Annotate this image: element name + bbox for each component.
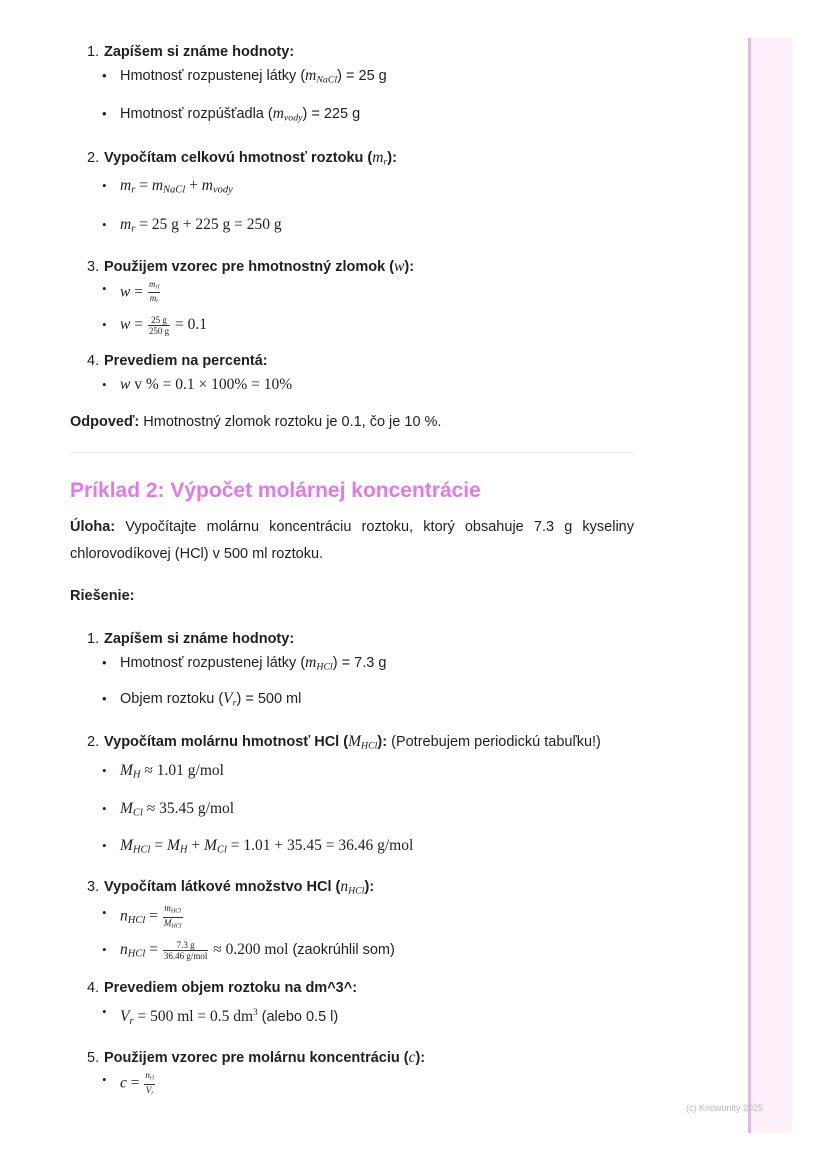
- math-var: m: [372, 148, 384, 166]
- formula-rhs: = 1.01 + 35.45 = 36.46 g/mol: [230, 837, 414, 855]
- step-title: Zapíšem si známe hodnoty:: [104, 44, 295, 60]
- math-var: n: [340, 877, 349, 895]
- list-item: • $M_{HCl} = M_H + M_{Cl} = 1.01 + 35.45 = 36.46$ g/mol: [70, 836, 634, 861]
- step-number: 4.: [87, 352, 100, 369]
- superscript: 3: [253, 1007, 258, 1018]
- list-item: • c = $\frac{n_{rl}}{V_r}$: [70, 1070, 634, 1098]
- bullet-tail: ) = 7.3 g: [332, 654, 387, 671]
- list-item: • $n_{HCl}$ = $\frac{7.3 g}{\text{36.46 g/mol}}$ ≈ 0.200 mol (zaokrúhlil som): [70, 940, 634, 965]
- formula-rhs: = 0.1: [174, 315, 207, 333]
- formula-rhs: ≈ 0.200 mol: [213, 940, 289, 958]
- fraction: $\frac{25 g}{250 g}$: [148, 314, 170, 336]
- title-text: Vypočítam molárnu hmotnosť HCl (: [104, 733, 349, 750]
- list-item: • $n_{HCl}$ = $\frac{m_{HCl}}{M_{HCl}}$: [70, 903, 634, 931]
- example2-step-5: [70, 1048, 634, 1098]
- example1-step-4: [70, 351, 634, 395]
- math-var: M: [348, 732, 361, 750]
- math-var: m: [305, 67, 317, 84]
- list-item: [70, 653, 634, 677]
- solution-label: [70, 583, 634, 610]
- step-title: Prevediem objem roztoku na dm^3^:: [104, 980, 358, 997]
- list-item: [70, 66, 634, 90]
- example2-step-4: [70, 978, 634, 1032]
- math-sub: r: [232, 697, 237, 709]
- bullet-text: Hmotnosť rozpustenej látky (: [120, 654, 306, 671]
- list-item: • w = $\frac{25 g}{250 g}$ = 0.1: [70, 315, 634, 336]
- list-item: • $m_r = 25$ g + 225 g = 250 g: [70, 215, 634, 240]
- step-number: 1.: [87, 44, 100, 60]
- section-divider: [70, 452, 634, 453]
- step-number: 5.: [87, 1050, 100, 1066]
- step-title: Zapíšem si známe hodnoty:: [104, 630, 295, 647]
- example2-heading: Príklad 2: Výpočet molárnej koncentrácie: [70, 478, 481, 502]
- fraction: $\frac{n_{rl}}{V_r}$: [145, 1070, 154, 1097]
- math-var: m: [305, 653, 317, 671]
- formula-note: (alebo 0.5 l): [257, 1009, 339, 1026]
- list-item: • w = $\frac{m_{rl}}{m_r}$: [70, 279, 634, 307]
- fraction: $\frac{7.3 g}{\text{36.46 g/mol}}$: [163, 939, 208, 961]
- math-sub: HCl: [361, 740, 378, 751]
- bullet-text: Hmotnosť rozpustenej látky (: [120, 68, 306, 84]
- example1-step-2: [70, 148, 634, 240]
- example1-step-3: [70, 257, 634, 336]
- step-title: Prevediem na percentá:: [104, 352, 268, 369]
- answer: [70, 412, 634, 432]
- list-item: [70, 104, 634, 128]
- formula-note: (zaokrúhlil som): [288, 941, 395, 958]
- task-text: Vypočítajte molárnu koncentráciu roztoku, ktorý obsahuje 7.3 g kyseliny chlorovodíkovej (HCl) v 500 ml roztoku.: [70, 518, 634, 562]
- title-text: Použijem vzorec pre hmotnostný zlomok (: [104, 258, 395, 275]
- example2-step-1: [70, 629, 634, 714]
- bullet-text: Objem roztoku (: [120, 691, 224, 708]
- math-sub: HCl: [348, 885, 365, 897]
- step-number: 3.: [87, 878, 100, 895]
- math-var: w: [394, 257, 405, 275]
- math-var: V: [223, 690, 233, 708]
- step-number: 4.: [87, 980, 100, 997]
- step-number: 2.: [87, 149, 100, 166]
- list-item: • w v % = 0.1 × 100% = 10%: [70, 375, 634, 395]
- list-item: [70, 689, 634, 713]
- document-page: [70, 38, 634, 1098]
- task-label: Úloha:: [70, 518, 116, 535]
- math-var: c: [408, 1049, 416, 1066]
- solution-label-text: Riešenie:: [70, 587, 135, 604]
- list-item: • $M_{Cl} \approx 35.45$ g/mol: [70, 799, 634, 824]
- formula-rhs: = 500 ml = 0.5 dm: [137, 1008, 254, 1026]
- title-text: ):: [415, 1050, 426, 1066]
- math-sub: r: [383, 156, 388, 168]
- math-sub: NaCl: [316, 74, 338, 86]
- bullet-tail: ) = 225 g: [302, 106, 361, 123]
- step-title: [104, 1050, 425, 1066]
- math-var: m: [272, 105, 284, 123]
- formula-rhs: = 25 g + 225 g = 250 g: [139, 215, 282, 233]
- title-text: ):: [387, 149, 397, 166]
- example2-step-3: [70, 877, 634, 964]
- copyright-footer: (c) Knowunity 2025: [686, 1103, 764, 1113]
- step-title: [104, 734, 387, 750]
- step-number: 2.: [87, 733, 100, 750]
- step-title: [104, 150, 397, 166]
- bullet-tail: ) = 25 g: [337, 68, 387, 84]
- task-paragraph: [70, 514, 634, 568]
- title-text: Vypočítam celkovú hmotnosť roztoku (: [104, 149, 373, 166]
- math-sub: vody: [283, 112, 303, 124]
- example1-step-1: [70, 42, 634, 129]
- title-text: ):: [404, 258, 415, 275]
- list-item: • $m_r = m_{NaCl} + m_{vody}$: [70, 176, 634, 201]
- list-item: • $M_H \approx 1.01$ g/mol: [70, 761, 634, 786]
- title-text: Použijem vzorec pre molárnu koncentráciu (: [104, 1050, 409, 1066]
- bullet-text: Hmotnosť rozpúšťadla (: [120, 106, 273, 123]
- example2-step-2: [70, 731, 634, 861]
- formula-rhs: v % = 0.1 × 100% = 10%: [134, 375, 293, 393]
- bullet-tail: ) = 500 ml: [236, 691, 302, 708]
- list-item: • $V_r = 500$ ml = 0.5 $dm^3$ (alebo 0.5 l): [70, 1002, 634, 1032]
- step-title: [104, 879, 374, 895]
- title-text: ):: [364, 878, 375, 895]
- answer-text: Hmotnostný zlomok roztoku je 0.1, čo je 10 %.: [139, 413, 442, 430]
- example1-steps: [70, 42, 634, 395]
- step-title: [104, 259, 414, 275]
- title-text: Vypočítam látkové množstvo HCl (: [104, 878, 341, 895]
- step-number: 3.: [87, 258, 100, 275]
- math-sub: HCl: [316, 661, 333, 673]
- title-note: (Potrebujem periodickú tabuľku!): [387, 733, 601, 750]
- fraction: $\frac{m_{rl}}{m_r}$: [148, 278, 160, 305]
- formula-rhs: ≈ 35.45 g/mol: [146, 799, 235, 817]
- answer-label: Odpoveď:: [70, 413, 140, 430]
- step-number: 1.: [87, 630, 100, 647]
- formula-rhs: ≈ 1.01 g/mol: [144, 762, 224, 779]
- page-margin-sidebar: [748, 38, 792, 1133]
- title-text: ):: [377, 733, 388, 750]
- fraction: $\frac{m_{HCl}}{M_{HCl}}$: [163, 903, 182, 930]
- example2-steps: [70, 629, 634, 1098]
